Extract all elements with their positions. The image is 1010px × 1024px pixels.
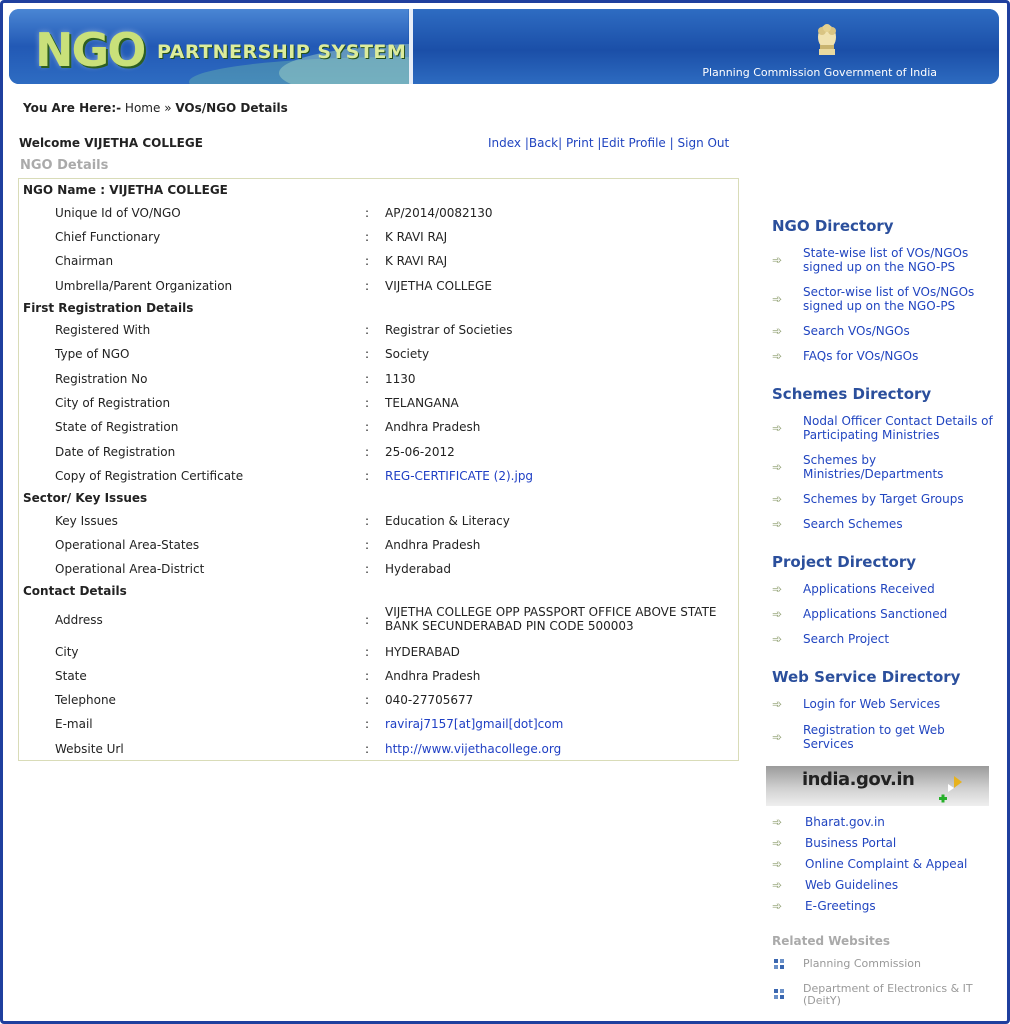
arrow-icon: ➾ [772, 517, 783, 531]
ngo-directory-heading: NGO Directory [772, 217, 894, 235]
detail-value: VIJETHA COLLEGE [385, 279, 492, 293]
registration-heading: First Registration Details [23, 301, 194, 315]
arrow-icon: ➾ [772, 730, 783, 744]
detail-value: Registrar of Societies [385, 323, 513, 337]
logo-ngo-text[interactable]: NGO [35, 23, 145, 77]
detail-value: AP/2014/0082130 [385, 206, 493, 220]
breadcrumb-current: VOs/NGO Details [175, 101, 288, 115]
planning-commission-text: Planning Commission Government of India [702, 66, 937, 79]
detail-label: Chief Functionary [55, 230, 161, 244]
arrow-icon: ➾ [772, 253, 783, 267]
detail-value: Education & Literacy [385, 514, 510, 528]
website-link[interactable]: http://www.vijethacollege.org [385, 742, 562, 756]
section-title: NGO Details [20, 158, 109, 173]
detail-value: Hyderabad [385, 562, 451, 576]
arrow-icon: ➾ [772, 349, 783, 363]
grid-icon [774, 959, 785, 970]
contact-heading: Contact Details [23, 584, 127, 598]
detail-label: Umbrella/Parent Organization [55, 279, 233, 293]
detail-label: Copy of Registration Certificate [55, 469, 244, 483]
detail-label: City [55, 645, 79, 659]
india-gov-text: india.gov.in [802, 769, 915, 790]
ngo-details-panel: NGO Name : VIJETHA COLLEGE Unique Id of VO/NGO : AP/2014/0082130 Chief Functionary : K RAVI RAJ Chairman : K RAVI RAJ Umbrella/Parent Organization : VIJETHA COLLEGE First Registration Details Registered With : Registrar of Societies Type of NGO : Society Registration No : 1130 City of Registration : TELANGANA State of Registration : Andhra Pradesh Date of Registration : 25-06-2012 Copy of Registration Certificate : REG-CERTIFICATE (2).jpg Sector/ Key Issues Key Issues : Education & Literacy Operational Area-States : Andhra Pradesh Operational Area-District : Hyderabad Contact Details Address : VIJETHA COLLEGE OPP PASSPORT OFFICE ABOVE STATE BANK SECUNDERABAD PIN CODE 500003 City : HYDERABAD State : Andhra Pradesh Telephone : 040-27705677 E-mail : raviraj7157[at]gmail[dot]com Website Url : http://www.vijethacollege.org [18, 178, 739, 761]
arrow-icon: ➾ [772, 460, 783, 474]
detail-label: Telephone [55, 693, 116, 707]
ngo-name-heading: NGO Name : VIJETHA COLLEGE [23, 183, 228, 197]
detail-label: State [55, 669, 87, 683]
header-logo-panel [9, 9, 408, 84]
detail-value: Andhra Pradesh [385, 420, 481, 434]
grid-icon [774, 989, 785, 1000]
arrow-icon: ➾ [772, 292, 783, 306]
detail-label: Key Issues [55, 514, 118, 528]
email-link[interactable]: raviraj7157[at]gmail[dot]com [385, 717, 564, 731]
detail-value: Andhra Pradesh [385, 669, 481, 683]
arrow-icon: ➾ [772, 836, 783, 850]
india-gov-banner[interactable] [766, 766, 989, 806]
arrow-icon: ➾ [772, 421, 783, 435]
detail-label: Unique Id of VO/NGO [55, 206, 181, 220]
arrow-icon: ➾ [772, 697, 783, 711]
detail-label: Registration No [55, 372, 148, 386]
index-link[interactable]: Index [488, 136, 522, 150]
web-service-directory-heading: Web Service Directory [772, 668, 961, 686]
project-directory-heading: Project Directory [772, 553, 917, 571]
arrow-icon: ➾ [772, 899, 783, 913]
breadcrumb-home[interactable]: Home [124, 101, 161, 115]
breadcrumb-separator: » [164, 101, 172, 115]
arrow-icon: ➾ [772, 815, 783, 829]
detail-label: Date of Registration [55, 445, 176, 459]
national-emblem-icon [813, 19, 841, 57]
detail-label: Type of NGO [55, 347, 130, 361]
detail-label: Chairman [55, 254, 114, 268]
address-value: VIJETHA COLLEGE OPP PASSPORT OFFICE ABOVE STATE BANK SECUNDERABAD PIN CODE 500003 [385, 605, 717, 633]
detail-value: TELANGANA [385, 396, 459, 410]
breadcrumb-prefix: You Are Here:- [23, 101, 122, 115]
detail-label: Address [55, 613, 103, 627]
detail-label: Operational Area-District [55, 562, 205, 576]
detail-value: Society [385, 347, 430, 361]
detail-label: State of Registration [55, 420, 179, 434]
detail-label: City of Registration [55, 396, 171, 410]
related-websites-heading: Related Websites [772, 934, 891, 948]
sector-heading: Sector/ Key Issues [23, 491, 148, 505]
header-banner [413, 9, 999, 84]
schemes-directory-heading: Schemes Directory [772, 385, 932, 403]
arrow-icon: ➾ [772, 632, 783, 646]
sign-out-link[interactable]: Sign Out [677, 136, 730, 150]
detail-value: K RAVI RAJ [385, 230, 448, 244]
breadcrumb [23, 101, 288, 115]
detail-label: E-mail [55, 717, 93, 731]
detail-value: 1130 [385, 372, 416, 386]
arrow-icon: ➾ [772, 324, 783, 338]
detail-value: K RAVI RAJ [385, 254, 448, 268]
india-gov-arrows-icon [936, 772, 970, 806]
registration-certificate-link[interactable]: REG-CERTIFICATE (2).jpg [385, 469, 534, 483]
detail-value: 25-06-2012 [385, 445, 455, 459]
detail-label: Operational Area-States [55, 538, 200, 552]
site-header [9, 9, 999, 84]
back-link[interactable]: Back [528, 136, 559, 150]
print-link[interactable]: Print [565, 136, 594, 150]
logo-subtitle: PARTNERSHIP SYSTEM [157, 41, 407, 63]
arrow-icon: ➾ [772, 607, 783, 621]
detail-value: HYDERABAD [385, 645, 460, 659]
arrow-icon: ➾ [772, 878, 783, 892]
detail-value: 040-27705677 [385, 693, 474, 707]
top-links: Index |Back| Print |Edit Profile | Sign Out [488, 136, 730, 150]
detail-value: Andhra Pradesh [385, 538, 481, 552]
edit-profile-link[interactable]: Edit Profile [601, 136, 666, 150]
welcome-text: Welcome VIJETHA COLLEGE [19, 136, 203, 150]
arrow-icon: ➾ [772, 857, 783, 871]
arrow-icon: ➾ [772, 492, 783, 506]
detail-label: Website Url [55, 742, 124, 756]
detail-label: Registered With [55, 323, 151, 337]
arrow-icon: ➾ [772, 582, 783, 596]
